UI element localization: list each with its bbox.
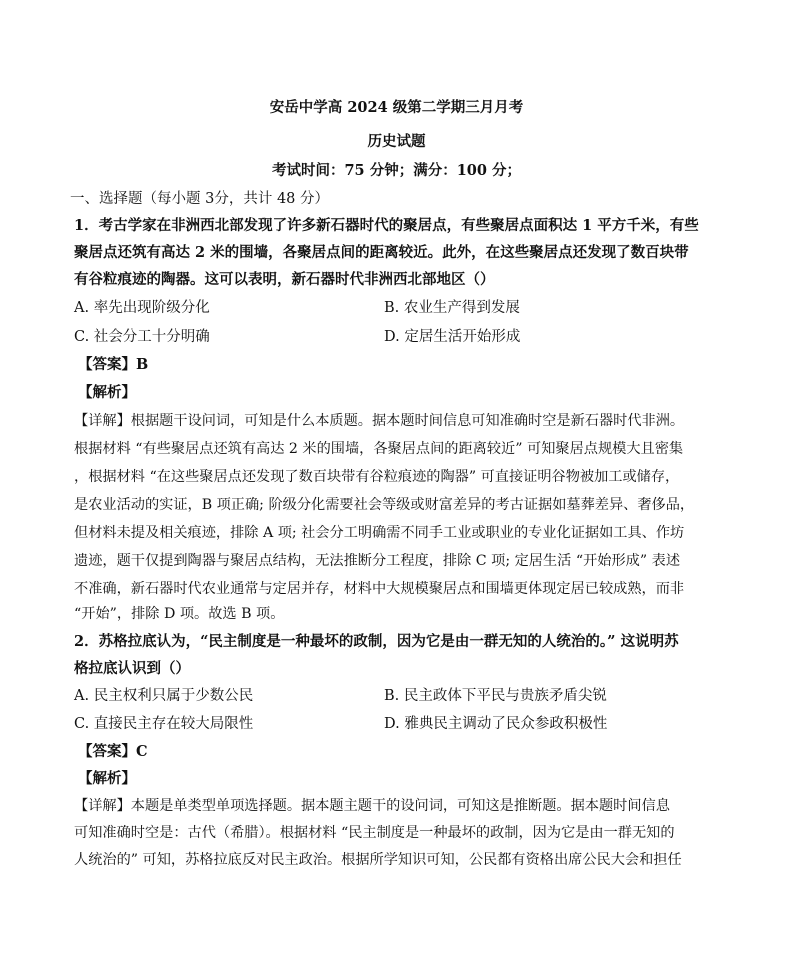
- q2-option-a: A. 民主权利只属于少数公民: [74, 688, 254, 704]
- subject-title: 历史试题: [367, 133, 426, 150]
- q1-stem-line-2: 聚居点还筑有高达 2 米的围墙，各聚居点间的距离较近。此外，在这些聚居点还发现了数百块带: [74, 244, 689, 261]
- section-heading: 一、选择题（每小题 3分，共计 48 分）: [70, 191, 330, 207]
- q2-option-c: C. 直接民主存在较大局限性: [74, 716, 254, 732]
- q1-detail-line-5: 但材料未提及相关痕迹，排除 A 项; 社会分工明确需不同手工业或职业的专业化证据如工具、作坊: [74, 525, 685, 541]
- q1-option-c: C. 社会分工十分明确: [74, 329, 210, 345]
- q1-detail-line-2: 根据材料 “有些聚居点还筑有高达 2 米的围墙，各聚居点间的距离较近” 可知聚居点规模大且密集: [74, 441, 684, 457]
- q2-detail-line-3: 人统治的” 可知，苏格拉底反对民主政治。根据所学知识可知，公民都有资格出席公民大会和担任: [74, 852, 682, 868]
- q2-detail-line-2: 可知准确时空是：古代（希腊）。根据材料 “民主制度是一种最坏的政制，因为它是由一群无知的: [74, 825, 675, 841]
- q2-detail-line-1: 【详解】本题是单类型单项选择题。据本题主题干的设问词，可知这是推断题。据本题时间信息: [74, 798, 670, 814]
- q1-stem-line-3: 有谷粒痕迹的陶器。这可以表明，新石器时代非洲西北部地区（）: [74, 271, 495, 288]
- q1-detail-line-1: 【详解】根据题干设问词，可知是什么本质题。据本题时间信息可知准确时空是新石器时代非洲。: [74, 413, 685, 429]
- q1-detail-line-7: 不准确，新石器时代农业通常与定居并存，材料中大规模聚居点和围墙更体现定居已较成熟，而非: [74, 581, 685, 597]
- q2-stem-line-1: 2．苏格拉底认为，“民主制度是一种最坏的政制，因为它是由一群无知的人统治的。” 这说明苏: [74, 633, 679, 650]
- q1-stem-line-1: 1．考古学家在非洲西北部发现了许多新石器时代的聚居点，有些聚居点面积达 1 平方千米，有些: [74, 217, 699, 234]
- q1-detail-line-3: ，根据材料 “在这些聚居点还发现了数百块带有谷粒痕迹的陶器” 可直接证明谷物被加工或储存，: [74, 469, 680, 485]
- exam-info: 考试时间：75 分钟；满分：100 分；: [271, 162, 522, 179]
- q1-answer: 【答案】B: [78, 356, 149, 373]
- q1-option-d: D. 定居生活开始形成: [384, 329, 521, 345]
- q1-detail-line-4: 是农业活动的实证，B 项正确; 阶级分化需要社会等级或财富差异的考古证据如墓葬差异、奢侈品，: [74, 497, 695, 513]
- q2-option-b: B. 民主政体下平民与贵族矛盾尖锐: [384, 688, 607, 704]
- q1-detail-line-8: “开始”，排除 D 项。故选 B 项。: [74, 606, 285, 622]
- q1-analysis-label: 【解析】: [78, 384, 136, 401]
- q2-analysis-label: 【解析】: [78, 770, 136, 787]
- q1-option-b: B. 农业生产得到发展: [384, 300, 520, 316]
- school-title: 安岳中学高 2024 级第二学期三月月考: [269, 99, 524, 116]
- q2-stem-line-2: 格拉底认识到（）: [74, 660, 190, 677]
- q1-option-a: A. 率先出现阶级分化: [74, 300, 210, 316]
- q2-option-d: D. 雅典民主调动了民众参政积极性: [384, 716, 608, 732]
- q1-detail-line-6: 遗迹，题干仅提到陶器与聚居点结构，无法推断分工程度，排除 C 项; 定居生活 “开始形成” 表述: [74, 553, 681, 569]
- q2-answer: 【答案】C: [78, 743, 148, 760]
